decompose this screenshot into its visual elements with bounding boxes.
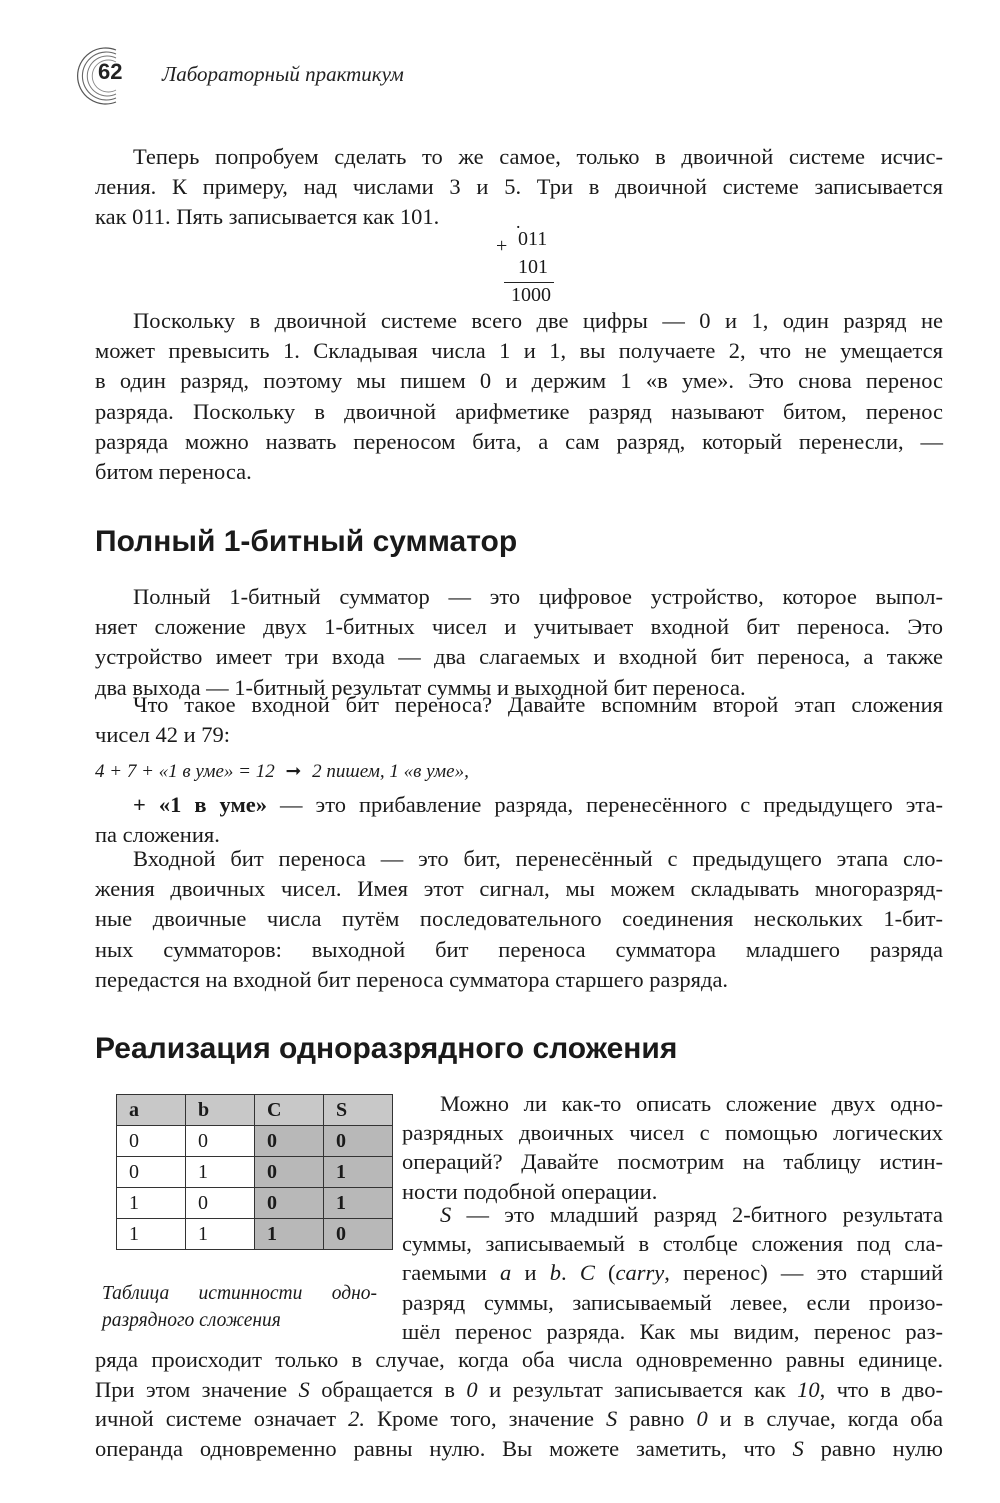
text-line: ные двоичные числа путём последовательного соединения нескольких 1-бит- (95, 906, 943, 932)
text-line: битом переноса. (95, 459, 252, 485)
addend-a: 011 (518, 228, 548, 250)
page-header (72, 44, 672, 108)
text-fragment: , что в дво- (819, 1376, 943, 1402)
carry-formula (95, 760, 469, 783)
var-s: S (298, 1376, 310, 1402)
text-line: няет сложение двух 1-битных чисел и учитывает входной бит переноса. Это (95, 614, 943, 640)
page-number: 62 (98, 59, 123, 84)
table-row (117, 1157, 393, 1188)
text-line: жения двоичных чисел. Имея этот сигнал, мы можем складывать многоразряд- (95, 876, 943, 902)
text-fragment: , перенос) — это старший (664, 1260, 944, 1286)
text-line: ности подобной операции. (402, 1178, 658, 1204)
full-adder-paragraph-3 (95, 790, 943, 850)
full-adder-paragraph-2 (95, 690, 943, 750)
arrow-icon: ➞ (285, 761, 302, 782)
table-cell: 0 (255, 1126, 324, 1157)
table-header-cell: a (117, 1095, 186, 1126)
table-row (117, 1219, 393, 1250)
text-line: — это прибавление разряда, перенесённого с предыдущего эта- (267, 792, 943, 817)
text-fragment: ( (594, 1260, 616, 1286)
var-s: S (606, 1406, 618, 1431)
text-fragment: гаемыми (402, 1260, 501, 1286)
value-zero: 0 (696, 1406, 708, 1431)
text-line: чисел 42 и 79: (95, 722, 230, 748)
text-line: шёл перенос разряда. Как мы видим, перенос раз- (402, 1318, 943, 1344)
truth-table (116, 1094, 393, 1250)
text-line: Поскольку в двоичной системе всего две цифры — 0 и 1, один разряд не (133, 308, 943, 333)
carry-dot: . (516, 212, 521, 232)
text-fragment: обращается в (309, 1376, 467, 1402)
var-c: C (579, 1260, 595, 1286)
table-cell: 0 (324, 1219, 393, 1250)
text-line: разряда. Поскольку в двоичной арифметике разряд называют битом, перенос (95, 398, 943, 424)
text-fragment: равно нулю (803, 1435, 943, 1461)
text-line: Входной бит переноса — это бит, перенесённый с предыдущего этапа сло- (133, 846, 943, 871)
text-line: суммы, записываемый в столбце сложения под сла- (402, 1231, 943, 1257)
table-cell: 0 (324, 1126, 393, 1157)
table-caption (102, 1280, 377, 1334)
table-cell: 0 (255, 1188, 324, 1219)
value-zero: 0 (466, 1376, 478, 1402)
text-line: передастся на входной бит переноса сумматора старшего разряда. (95, 966, 729, 992)
text-line: па сложения. (95, 822, 220, 848)
caption-line: Таблица истинности одно- (102, 1283, 377, 1304)
text-line: разряда можно назвать переносом бита, а сам разряд, который перенесли, — (95, 428, 943, 454)
running-title: Лабораторный практикум (162, 62, 404, 86)
text-fragment: и в случае, когда оба (707, 1406, 943, 1431)
table-cell: 0 (186, 1188, 255, 1219)
var-s: S (440, 1202, 452, 1227)
bold-term: + «1 в уме» (133, 792, 268, 817)
table-cell: 1 (186, 1157, 255, 1188)
text-line: в один разряд, поэтому мы пишем 0 и держим 1 «в уме». Это снова перенос (95, 368, 943, 394)
text-line: ных сумматоров: выходной бит переноса сумматора младшего разряда (95, 936, 943, 962)
formula-left: 4 + 7 + «1 в уме» = 12 (95, 761, 275, 782)
table-cell: 1 (324, 1188, 393, 1219)
text-line: Что такое входной бит переноса? Давайте вспомним второй этап сложения (133, 692, 943, 717)
text-fragment: операнда одновременно равны нулю. Вы можете заметить, что (95, 1435, 793, 1461)
table-cell: 1 (117, 1188, 186, 1219)
text-fragment: . (561, 1260, 580, 1286)
text-line: Можно ли как-то описать сложение двух одно- (440, 1091, 943, 1116)
text-line: операций? Давайте посмотрим на таблицу истин- (402, 1149, 943, 1175)
text-line: разряд суммы, записываемый левее, если произо- (402, 1289, 943, 1315)
table-header-cell: S (324, 1095, 393, 1126)
text-line: устройство имеет три входа — два слагаемых и входной бит переноса, а также (95, 644, 943, 670)
term-carry: carry (615, 1260, 665, 1286)
text-fragment: и результат записывается как (477, 1376, 798, 1402)
text-line: разрядных двоичных чисел с помощью логических (402, 1120, 943, 1146)
table-header-cell: C (255, 1095, 324, 1126)
text-fragment: При этом значение (95, 1376, 299, 1402)
caption-line: разрядного сложения (102, 1310, 281, 1331)
table-cell: 1 (324, 1157, 393, 1188)
full-adder-paragraph-1 (95, 582, 943, 703)
text-line: как 011. Пять записывается как 101. (95, 204, 440, 230)
table-cell: 0 (255, 1157, 324, 1188)
right-paragraph-2 (402, 1200, 943, 1346)
var-a: a (500, 1260, 512, 1286)
sum-rule (504, 282, 554, 283)
table-header-cell: b (186, 1095, 255, 1126)
text-fragment: Кроме того, значение (365, 1406, 607, 1431)
right-paragraph-1 (402, 1089, 943, 1206)
text-line: два выхода — 1-битный результат суммы и выходной бит переноса. (95, 674, 746, 700)
text-line: — это младший разряд 2-битного результата (451, 1202, 943, 1227)
section-heading-full-adder: Полный 1-битный сумматор (95, 525, 518, 558)
text-line: ления. К примеру, над числами 3 и 5. Три в двоичной системе записывается (95, 174, 943, 200)
text-line: Теперь попробуем сделать то же самое, только в двоичной системе исчис- (133, 144, 943, 169)
section-heading-single-bit-addition: Реализация одноразрядного сложения (95, 1032, 678, 1065)
plus-sign: + (496, 235, 508, 257)
text-line: ряда происходит только в случае, когда оба числа одновременно равны единице. (95, 1347, 943, 1372)
table-header-row (117, 1095, 393, 1126)
text-line: Полный 1-битный сумматор — это цифровое устройство, которое выпол- (133, 584, 943, 609)
var-s: S (792, 1435, 804, 1461)
table-cell: 0 (117, 1126, 186, 1157)
table-cell: 1 (117, 1219, 186, 1250)
sum-result: 1000 (511, 284, 551, 306)
value-ten: 10 (797, 1376, 820, 1402)
table-row (117, 1126, 393, 1157)
text-line: может превысить 1. Складывая числа 1 и 1, вы получаете 2, что не умещается (95, 338, 943, 364)
var-b: b (549, 1260, 561, 1286)
addend-b: 101 (518, 256, 548, 278)
table-cell: 0 (186, 1126, 255, 1157)
intro-paragraph-2 (95, 306, 943, 487)
table-cell: 1 (186, 1219, 255, 1250)
text-fragment: и (511, 1260, 550, 1286)
table-cell: 1 (255, 1219, 324, 1250)
text-fragment: ичной системе означает (95, 1406, 349, 1431)
value-two: 2. (348, 1406, 366, 1431)
continuation-paragraph (95, 1345, 943, 1463)
formula-right: 2 пишем, 1 «в уме», (312, 761, 469, 782)
table-cell: 0 (117, 1157, 186, 1188)
text-fragment: равно (617, 1406, 697, 1431)
table-row (117, 1188, 393, 1219)
full-adder-paragraph-4 (95, 844, 943, 995)
